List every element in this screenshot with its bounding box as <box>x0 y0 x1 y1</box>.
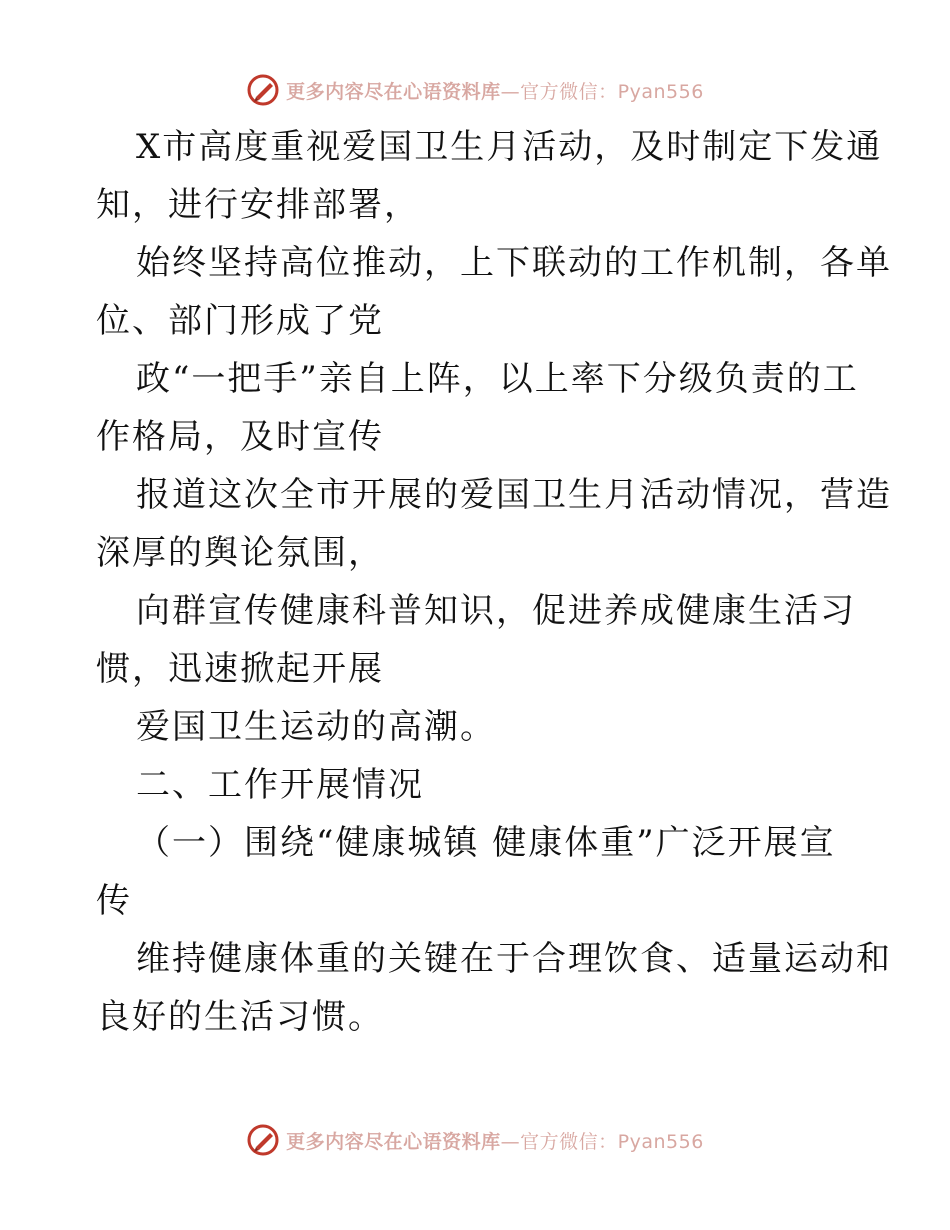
paragraph-line: 作格局，及时宣传 <box>96 417 384 457</box>
paragraph-line: X市高度重视爱国卫生月活动，及时制定下发通 <box>136 127 883 167</box>
paragraph-line: 爱国卫生运动的高潮。 <box>136 707 496 747</box>
paragraph-line: 报道这次全市开展的爱国卫生月活动情况，营造 <box>136 475 892 515</box>
subsection-heading-cont: 传 <box>96 881 132 921</box>
section-heading: 二、工作开展情况 <box>136 765 424 805</box>
paragraph-line: 维持健康体重的关键在于合理饮食、适量运动和 <box>136 939 892 979</box>
document-body <box>96 118 892 1046</box>
pen-logo-icon <box>246 73 280 107</box>
header-wechat-text: —官方微信：Pyan556 <box>500 80 704 103</box>
paragraph-line: 知，进行安排部署， <box>96 185 420 225</box>
header-watermark <box>0 70 950 110</box>
footer-site-text: 更多内容尽在心语资料库 <box>286 1130 501 1153</box>
footer-wechat-text: —官方微信：Pyan556 <box>500 1130 704 1153</box>
paragraph-line: 良好的生活习惯。 <box>96 997 384 1037</box>
pen-logo-icon <box>246 1123 280 1157</box>
subsection-heading: （一）围绕“健康城镇 健康体重”广泛开展宣 <box>136 823 836 863</box>
paragraph-line: 始终坚持高位推动，上下联动的工作机制，各单 <box>136 243 892 283</box>
header-site-text: 更多内容尽在心语资料库 <box>286 80 501 103</box>
paragraph-line: 政“一把手”亲自上阵，以上率下分级负责的工 <box>136 359 859 399</box>
paragraph-line: 位、部门形成了党 <box>96 301 384 341</box>
paragraph-line: 向群宣传健康科普知识，促进养成健康生活习 <box>136 591 856 631</box>
paragraph-line: 惯，迅速掀起开展 <box>96 649 384 689</box>
paragraph-line: 深厚的舆论氛围， <box>96 533 384 573</box>
footer-watermark <box>0 1120 950 1160</box>
